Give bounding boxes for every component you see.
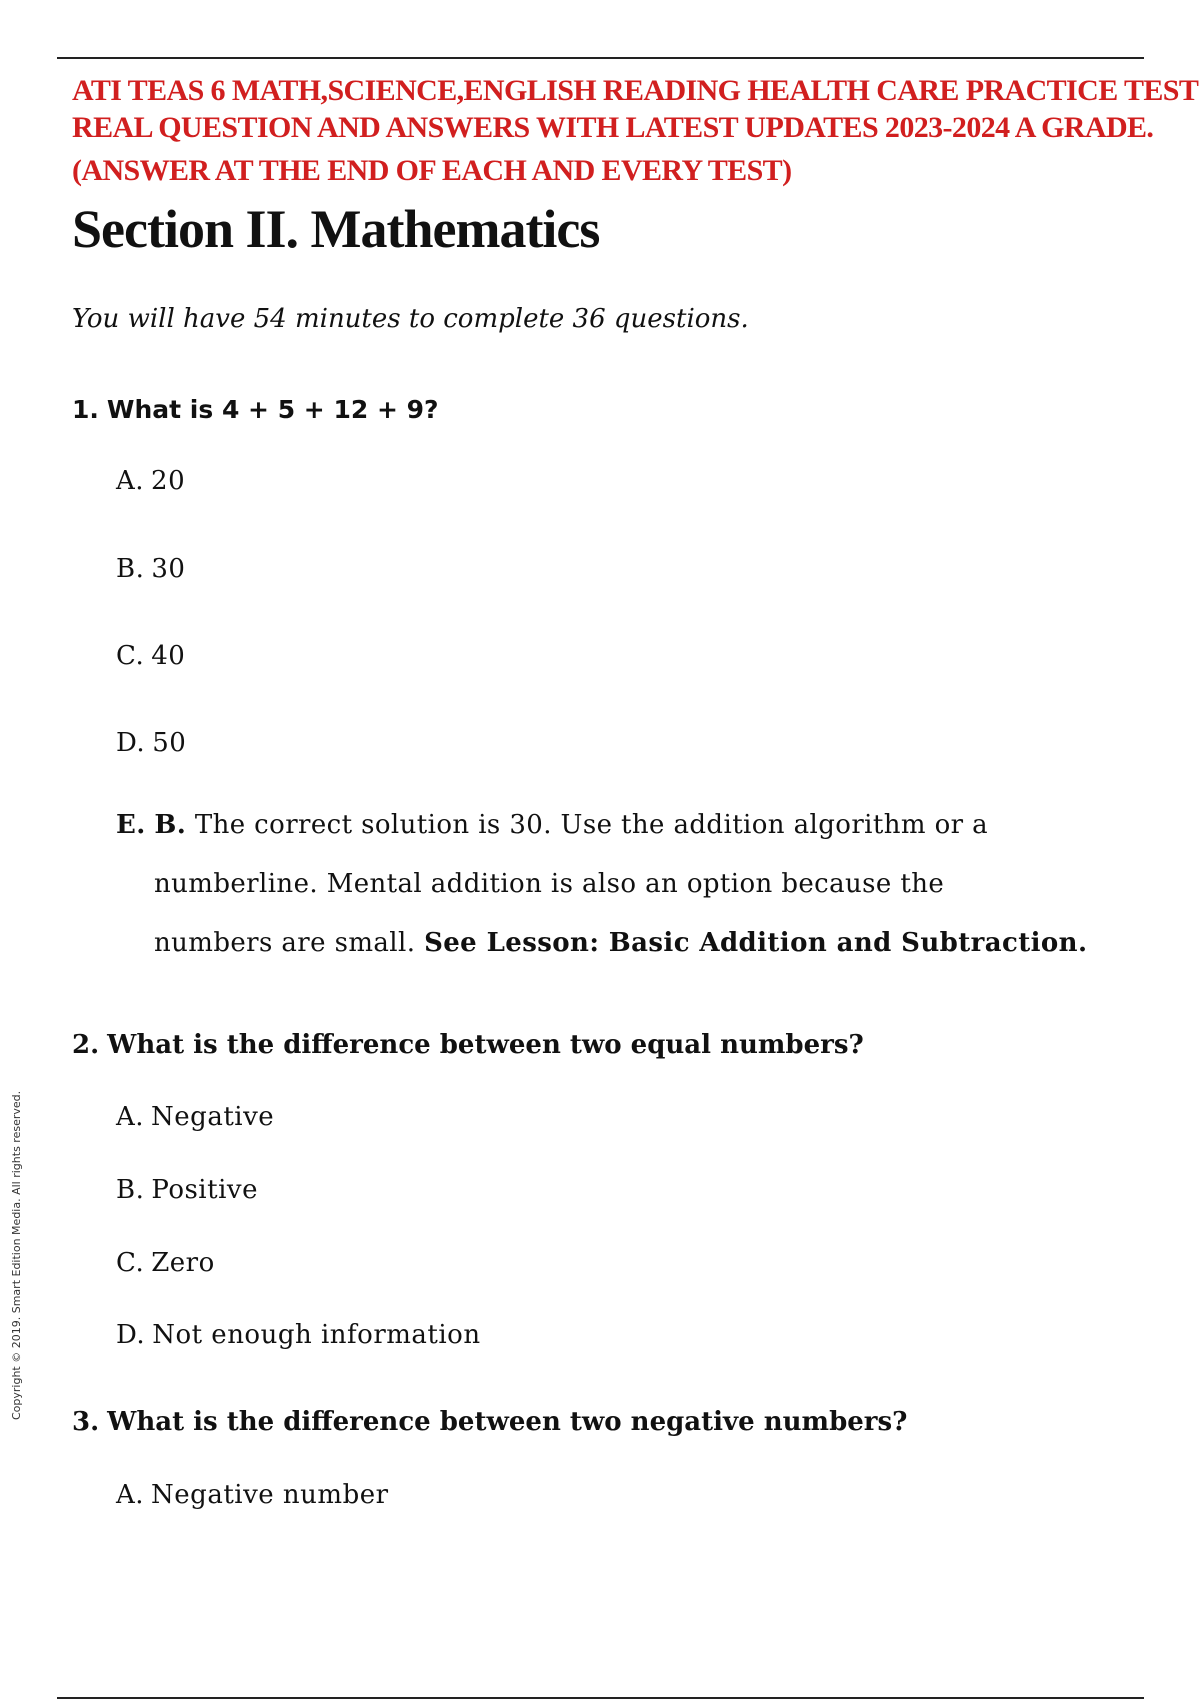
choice-2a (116, 1102, 274, 1132)
choice-3a (116, 1480, 389, 1510)
answer-text-line-3: numbers are small. (154, 928, 416, 958)
choice-text: Positive (151, 1175, 258, 1205)
bottom-divider (57, 1697, 1144, 1699)
answer-label: E. (116, 810, 146, 840)
choice-text: 50 (152, 728, 187, 758)
choice-label: B. (116, 1175, 145, 1205)
choice-2c (116, 1248, 215, 1278)
choice-label: A. (116, 1102, 145, 1132)
choice-1c (116, 641, 185, 671)
choice-label: B. (116, 554, 145, 584)
choice-text: Not enough information (152, 1320, 481, 1350)
document-header (72, 72, 1199, 189)
header-line-1: ATI TEAS 6 MATH,SCIENCE,ENGLISH READING HEALTH CARE PRACTICE TEST (72, 74, 1199, 107)
question-text: What is 4 + 5 + 12 + 9? (106, 395, 439, 424)
section-title: Section II. Mathematics (72, 199, 600, 259)
choice-text: 20 (151, 466, 186, 496)
choice-label: A. (116, 1480, 145, 1510)
lesson-reference: See Lesson: Basic Addition and Subtraction. (424, 928, 1088, 958)
question-number: 3. (72, 1407, 100, 1437)
question-3 (72, 1407, 907, 1437)
choice-1b (116, 554, 185, 584)
section-intro: You will have 54 minutes to complete 36 questions. (72, 304, 749, 334)
choice-1a (116, 466, 185, 496)
choice-2d (116, 1320, 481, 1350)
question-1 (72, 395, 439, 424)
header-line-3: (ANSWER AT THE END OF EACH AND EVERY TEST) (72, 154, 792, 187)
header-line-2: REAL QUESTION AND ANSWERS WITH LATEST UPDATES 2023-2024 A GRADE. (72, 111, 1154, 144)
top-divider (57, 57, 1144, 59)
answer-text-line-1: The correct solution is 30. Use the addition algorithm or a (194, 810, 989, 840)
choice-label: D. (116, 1320, 146, 1350)
choice-1d (116, 728, 186, 758)
answer-explanation-1 (116, 796, 1146, 973)
choice-text: Negative number (151, 1480, 389, 1510)
choice-label: D. (116, 728, 146, 758)
choice-label: C. (116, 641, 145, 671)
answer-key: B. (154, 810, 187, 840)
question-2 (72, 1030, 864, 1060)
choice-label: A. (116, 466, 145, 496)
question-text: What is the difference between two equal numbers? (107, 1030, 864, 1060)
question-number: 2. (72, 1030, 100, 1060)
question-text: What is the difference between two negative numbers? (107, 1407, 908, 1437)
choice-2b (116, 1175, 258, 1205)
choice-text: 40 (151, 641, 186, 671)
choice-label: C. (116, 1248, 145, 1278)
choice-text: 30 (151, 554, 186, 584)
question-number: 1. (72, 395, 99, 424)
choice-text: Negative (151, 1102, 275, 1132)
copyright-notice: Copyright © 2019. Smart Edition Media. All rights reserved. (10, 1090, 23, 1420)
answer-text-line-2: numberline. Mental addition is also an option because the (154, 869, 945, 899)
choice-text: Zero (151, 1248, 215, 1278)
